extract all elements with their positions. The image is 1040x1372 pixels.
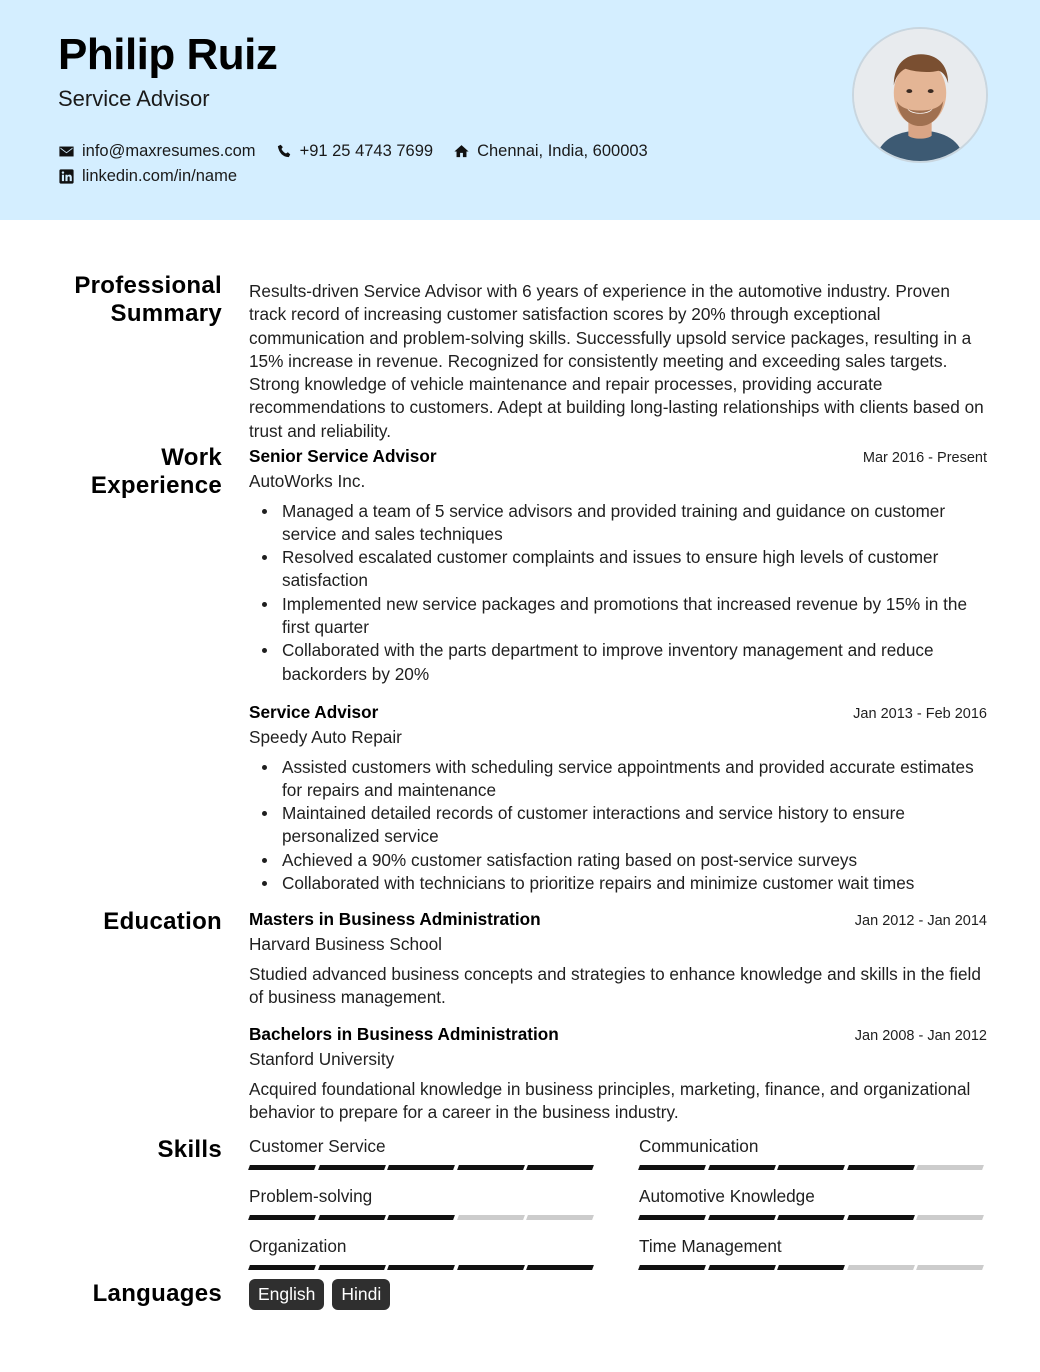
list-item: Maintained detailed records of customer interactions and service history to ensure personalized service [249, 802, 987, 849]
skill-level-segment [457, 1265, 524, 1270]
location-text: Chennai, India, 600003 [477, 141, 648, 160]
job-bullets [249, 500, 987, 686]
job-dates: Mar 2016 - Present [862, 450, 987, 466]
skill-item [249, 1136, 597, 1170]
linkedin-text: linkedin.com/in/name [82, 166, 237, 185]
skill-level-segment [318, 1265, 385, 1270]
skill-item [639, 1186, 987, 1220]
languages-list [249, 1279, 398, 1310]
email-contact[interactable] [58, 142, 256, 161]
education-heading: Education [103, 908, 222, 935]
work-heading: Work Experience [90, 444, 222, 499]
phone-icon [276, 143, 293, 160]
profile-photo [852, 27, 988, 163]
skill-level-segment [777, 1215, 844, 1220]
skill-rating-bar [639, 1165, 987, 1170]
skill-level-segment [777, 1265, 844, 1270]
job-bullets [249, 756, 987, 896]
skill-level-segment [318, 1215, 385, 1220]
skill-level-segment [526, 1215, 593, 1220]
skill-level-segment [526, 1265, 593, 1270]
skill-level-segment [526, 1165, 593, 1170]
contact-info [58, 140, 668, 190]
languages-heading: Languages [92, 1280, 222, 1307]
skill-rating-bar [249, 1265, 597, 1270]
skill-level-segment [457, 1215, 524, 1220]
skills-heading: Skills [157, 1136, 222, 1163]
list-item: Collaborated with the parts department to improve inventory management and reduce backorders by 20% [249, 639, 987, 686]
skill-level-segment [847, 1215, 914, 1220]
skill-level-segment [916, 1165, 983, 1170]
summary-text: Results-driven Service Advisor with 6 years of experience in the automotive industry. Proven track record of increasing customer satisfaction scores by 20% through exceptional communication and problem-solving skills. Successfully upsold service packages, resulting in a 15% increase in revenue. Recognized for consistently meeting and exceeding sales targets. Strong knowledge of vehicle maintenance and repair processes, providing accurate recommendations to customers. Adept at building long-lasting relationships with clients based on trust and reliability. [249, 281, 984, 441]
degree-title: Bachelors in Business Administration [249, 1024, 559, 1044]
skill-item [639, 1136, 987, 1170]
skill-level-segment [638, 1165, 705, 1170]
skill-item [249, 1186, 597, 1220]
skill-level-segment [638, 1215, 705, 1220]
school-name: Stanford University [249, 1049, 395, 1070]
skill-name: Communication [639, 1136, 759, 1156]
education-entry [249, 908, 987, 1009]
skill-rating-bar [639, 1265, 987, 1270]
linkedin-icon [58, 168, 75, 185]
education-entry [249, 1023, 987, 1124]
skill-level-segment [916, 1215, 983, 1220]
skill-level-segment [708, 1215, 775, 1220]
list-item: Collaborated with technicians to prioritize repairs and minimize customer wait times [249, 872, 987, 895]
skill-rating-bar [639, 1215, 987, 1220]
skill-level-segment [708, 1265, 775, 1270]
language-badge: Hindi [332, 1279, 390, 1310]
list-item: Resolved escalated customer complaints and issues to ensure high levels of customer satisfaction [249, 546, 987, 593]
degree-title: Masters in Business Administration [249, 909, 541, 929]
skill-level-segment [318, 1165, 385, 1170]
envelope-icon [58, 143, 75, 160]
skill-item [639, 1236, 987, 1270]
email-text: info@maxresumes.com [82, 141, 256, 160]
school-name: Harvard Business School [249, 934, 442, 955]
skill-name: Organization [249, 1236, 347, 1256]
job-company: Speedy Auto Repair [249, 727, 402, 748]
skill-level-segment [708, 1165, 775, 1170]
job-role: Service Advisor [249, 702, 379, 722]
list-item: Achieved a 90% customer satisfaction rating based on post-service surveys [249, 849, 987, 872]
list-item: Assisted customers with scheduling service appointments and provided accurate estimates for repairs and maintenance [249, 756, 987, 803]
summary-heading: Professional Summary [74, 272, 222, 327]
skill-level-segment [638, 1265, 705, 1270]
job-role: Senior Service Advisor [249, 446, 437, 466]
skill-name: Automotive Knowledge [639, 1186, 815, 1206]
education-dates: Jan 2012 - Jan 2014 [854, 913, 987, 929]
job-company: AutoWorks Inc. [249, 471, 366, 492]
phone-contact[interactable] [276, 142, 434, 161]
skill-level-segment [457, 1165, 524, 1170]
candidate-name: Philip Ruiz [58, 30, 278, 79]
skill-level-segment [387, 1265, 454, 1270]
candidate-title: Service Advisor [58, 86, 210, 111]
education-description: Studied advanced business concepts and strategies to enhance knowledge and skills in the field of business management. [249, 963, 981, 1007]
linkedin-contact[interactable] [58, 167, 237, 186]
language-badge: English [249, 1279, 324, 1310]
skill-level-segment [248, 1165, 315, 1170]
home-icon [453, 143, 470, 160]
skill-name: Time Management [639, 1236, 782, 1256]
skill-level-segment [847, 1265, 914, 1270]
location-contact [453, 142, 648, 161]
work-entry [249, 445, 987, 686]
skill-level-segment [916, 1265, 983, 1270]
skill-level-segment [847, 1165, 914, 1170]
resume-header [0, 0, 1040, 220]
skill-item [249, 1236, 597, 1270]
skill-level-segment [248, 1265, 315, 1270]
education-dates: Jan 2008 - Jan 2012 [854, 1028, 987, 1044]
skill-level-segment [777, 1165, 844, 1170]
education-description: Acquired foundational knowledge in business principles, marketing, finance, and organizational behavior to prepare for a career in the business industry. [249, 1078, 971, 1122]
list-item: Managed a team of 5 service advisors and provided training and guidance on customer service and sales techniques [249, 500, 987, 547]
skill-level-segment [387, 1215, 454, 1220]
skill-rating-bar [249, 1165, 597, 1170]
skill-level-segment [387, 1165, 454, 1170]
skill-name: Customer Service [249, 1136, 386, 1156]
job-dates: Jan 2013 - Feb 2016 [853, 706, 987, 722]
skill-level-segment [248, 1215, 315, 1220]
work-entry [249, 701, 987, 895]
phone-text: +91 25 4743 7699 [299, 141, 434, 160]
skill-name: Problem-solving [249, 1186, 373, 1206]
skill-rating-bar [249, 1215, 597, 1220]
list-item: Implemented new service packages and promotions that increased revenue by 15% in the first quarter [249, 593, 987, 640]
